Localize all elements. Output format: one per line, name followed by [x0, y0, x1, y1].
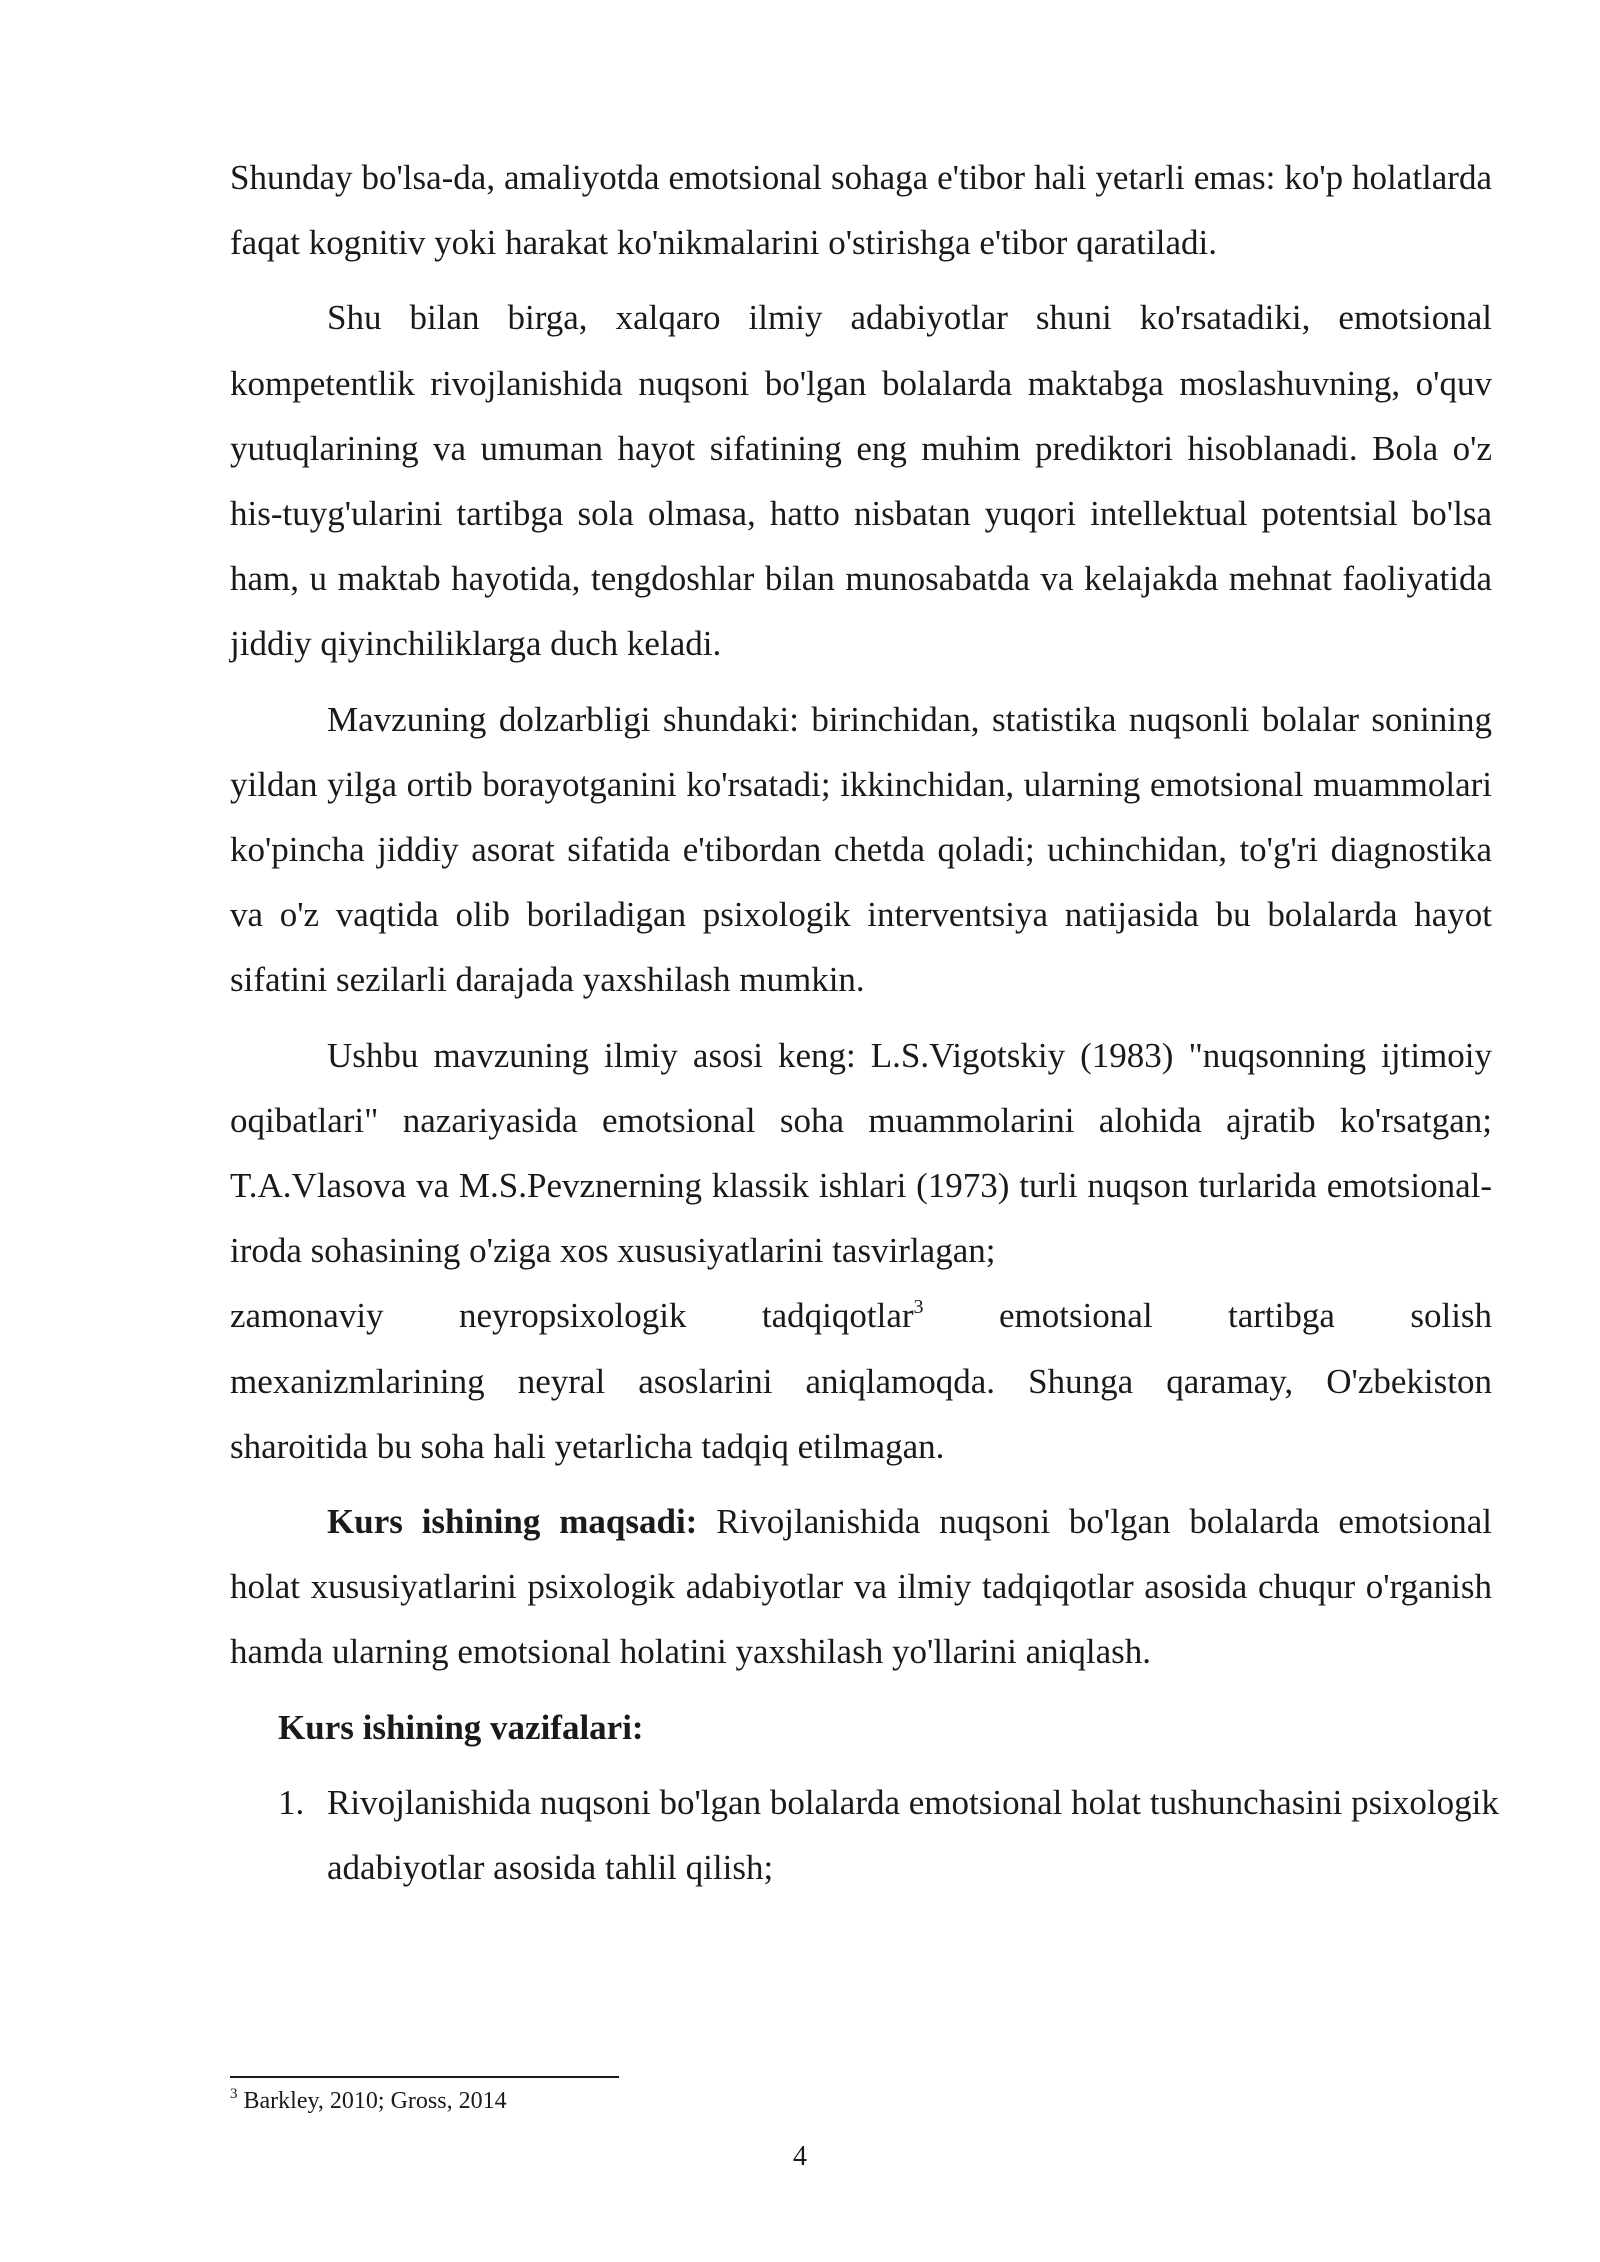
word-tadqiqotlar: tadqiqotlar [761, 1296, 914, 1336]
footnote-number: 3 [230, 2086, 238, 2102]
paragraph-course-goal [230, 1489, 1492, 1685]
paragraph-emotional-attention: Shunday bo'lsa-da, amaliyotda emotsional sohaga e'tibor hali yetarli emas: ko'p holatlarda faqat kognitiv yoki harakat ko'nikmalarini o'stirishga e'tibor qaratiladi. [230, 158, 1492, 263]
scientific-basis-text-1: Ushbu mavzuning ilmiy asosi keng: L.S.Vigotskiy (1983) "nuqsonning ijtimoiy oqibatlari" nazariyasida emotsional soha muammolarini alohida ajratib ko'rsatgan; T.A.Vlasova va M.S.Pevznerning klassik ishlari (1973) turli nuqson turlarida emotsional-iroda sohasining o'ziga xos xususiyatlarini tasvirlagan; [230, 1035, 1492, 1271]
body-text [230, 145, 1499, 1900]
footnote [230, 2085, 507, 2117]
list-item [230, 1770, 1600, 1900]
tasks-list [230, 1770, 1499, 1900]
footnote-text: Barkley, 2010; Gross, 2014 [237, 2088, 507, 2114]
page-number: 4 [793, 2141, 807, 2172]
scientific-basis-justified-line [230, 1283, 1492, 1348]
paragraph-international-literature: Shu bilan birga, xalqaro ilmiy adabiyotlar shuni ko'rsatadiki, emotsional kompetentlik rivojlanishida nuqsoni bo'lgan bolalarda maktabga moslashuvning, o'quv yutuqlarining va umuman hayot sifatining eng muhim prediktori hisoblanadi. Bola o'z his-tuyg'ularini tartibga sola olmasa, hatto nisbatan yuqori intellektual potentsial bo'lsa ham, u maktab hayotida, tengdoshlar bilan munosabatda va kelajakda mehnat faoliyatida jiddiy qiyinchiliklarga duch keladi. [230, 298, 1492, 664]
list-item-text: Rivojlanishida nuqsoni bo'lgan bolalarda emotsional holat tushunchasini psixologik adabiyotlar asosida tahlil qilish; [327, 1782, 1499, 1888]
footnote-reference: 3 [913, 1295, 924, 1318]
paragraph-scientific-basis [230, 1023, 1492, 1479]
word-neyropsixologik: neyropsixologik [459, 1296, 687, 1336]
paragraph-topic-relevance: Mavzuning dolzarbligi shundaki: birinchidan, statistika nuqsonli bolalar sonining yildan yilga ortib borayotganini ko'rsatadi; ikkinchidan, ularning emotsional muammolari ko'pincha jiddiy asorat sifatida e'tibordan chetda qoladi; uchinchidan, to'g'ri diagnostika va o'z vaqtida olib boriladigan psixologik interventsiya natijasida bu bolalarda hayot sifatini sezilarli darajada yaxshilash mumkin. [230, 699, 1492, 1000]
list-item-number: 1. [278, 1782, 305, 1822]
tasks-heading: Kurs ishining vazifalari: [278, 1707, 644, 1747]
course-goal-text: Rivojlanishida nuqsoni bo'lgan bolalarda emotsional holat xususiyatlarini psixologik adabiyotlar va ilmiy tadqiqotlar asosida chuqur o'rganish hamda ularning emotsional holatini yaxshilash yo'llarini aniqlash. [230, 1502, 1492, 1672]
course-goal-label: Kurs ishining maqsadi: [327, 1502, 698, 1542]
word-tartibga: tartibga [1228, 1296, 1335, 1336]
word-solish: solish [1410, 1296, 1493, 1336]
word-emotsional: emotsional [998, 1296, 1153, 1336]
scientific-basis-text-2: mexanizmlarining neyral asoslarini aniqlamoqda. Shunga qaramay, O'zbekiston sharoitida bu soha hali yetarlicha tadqiq etilmagan. [230, 1361, 1492, 1466]
word-zamonaviy: zamonaviy [230, 1296, 384, 1336]
footnote-separator [230, 2076, 619, 2078]
